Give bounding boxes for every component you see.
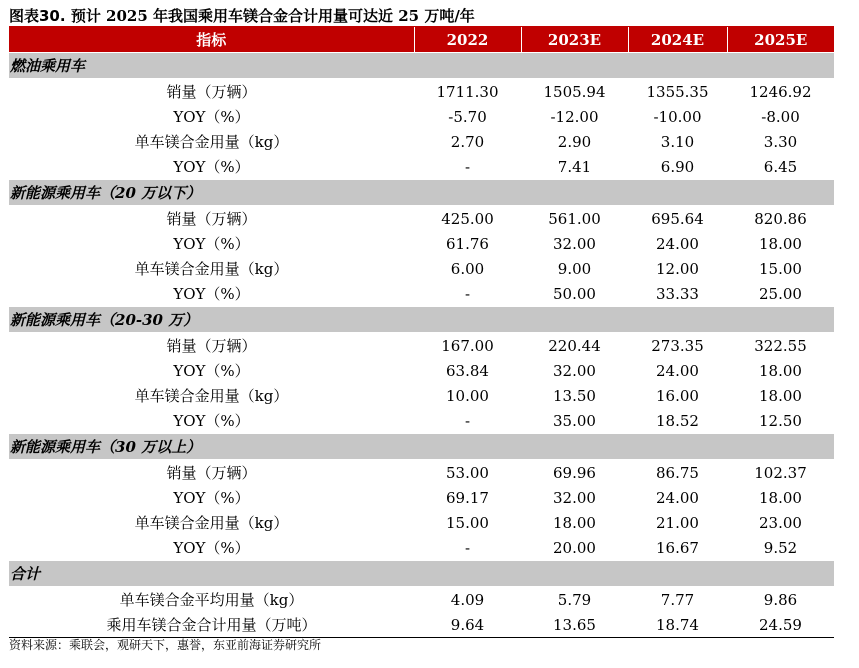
- source-note: 资料来源：乘联会，观研天下，惠誉，东亚前海证券研究所: [9, 638, 322, 652]
- value-2023e: 32.00: [553, 234, 596, 253]
- table-row: [9, 383, 834, 408]
- value-2022: -: [464, 157, 471, 176]
- row-label: 销量（万辆）: [166, 83, 257, 101]
- value-2023e: -12.00: [550, 107, 599, 126]
- value-2022: 63.84: [446, 361, 489, 380]
- table-row: [9, 535, 834, 561]
- table-row: [9, 129, 834, 154]
- value-2024e: 24.00: [656, 234, 699, 253]
- table-body: [9, 53, 834, 638]
- value-2024e: 86.75: [656, 463, 699, 482]
- row-label: 单车镁合金用量（kg）: [134, 260, 289, 278]
- section-title: 新能源乘用车（20-30 万）: [9, 307, 834, 333]
- figure-title: [9, 5, 475, 27]
- section-title: 合计: [9, 561, 834, 587]
- table-header-row: [9, 27, 834, 53]
- value-2023e: 20.00: [553, 538, 596, 557]
- table-row: [9, 460, 834, 486]
- value-2024e: 16.67: [656, 538, 699, 557]
- value-2022: 6.00: [450, 259, 485, 278]
- value-2025e: 9.52: [763, 538, 798, 557]
- header-indicator: 指标: [9, 27, 414, 53]
- value-2025e: 322.55: [754, 336, 807, 355]
- value-2025e: 18.00: [759, 234, 802, 253]
- row-label: YOY（%）: [173, 539, 250, 557]
- value-2025e: 820.86: [754, 209, 807, 228]
- value-2022: -: [464, 411, 471, 430]
- value-2022: 15.00: [446, 513, 489, 532]
- value-2025e: -8.00: [761, 107, 800, 126]
- value-2025e: 1246.92: [749, 82, 812, 101]
- table-row: [9, 510, 834, 535]
- section-title: 新能源乘用车（30 万以上）: [9, 434, 834, 460]
- value-2025e: 6.45: [763, 157, 798, 176]
- section-title: 新能源乘用车（20 万以下）: [9, 180, 834, 206]
- value-2025e: 25.00: [759, 284, 802, 303]
- value-2022: -: [464, 284, 471, 303]
- row-label: YOY（%）: [173, 285, 250, 303]
- value-2023e: 32.00: [553, 361, 596, 380]
- row-label: 销量（万辆）: [166, 210, 257, 228]
- value-2022: 167.00: [441, 336, 494, 355]
- row-label: YOY（%）: [173, 158, 250, 176]
- value-2022: 61.76: [446, 234, 489, 253]
- value-2025e: 23.00: [759, 513, 802, 532]
- table-row: [9, 333, 834, 359]
- row-label: 单车镁合金用量（kg）: [134, 133, 289, 151]
- table-row: [9, 408, 834, 434]
- value-2023e: 32.00: [553, 488, 596, 507]
- section-title: 燃油乘用车: [9, 53, 834, 79]
- row-label: YOY（%）: [173, 235, 250, 253]
- value-2022: 425.00: [441, 209, 494, 228]
- section-row: [9, 434, 834, 460]
- value-2024e: 24.00: [656, 361, 699, 380]
- value-2023e: 69.96: [553, 463, 596, 482]
- table-row: [9, 154, 834, 180]
- value-2023e: 13.50: [553, 386, 596, 405]
- value-2022: 53.00: [446, 463, 489, 482]
- value-2022: 4.09: [450, 590, 485, 609]
- row-label: 销量（万辆）: [166, 337, 257, 355]
- section-row: [9, 53, 834, 79]
- value-2024e: 7.77: [660, 590, 695, 609]
- value-2022: 9.64: [414, 612, 521, 638]
- value-2025e: 18.00: [759, 488, 802, 507]
- value-2025e: 12.50: [759, 411, 802, 430]
- value-2024e: 6.90: [660, 157, 695, 176]
- value-2023e: 9.00: [557, 259, 592, 278]
- value-2023e: 13.65: [521, 612, 628, 638]
- value-2024e: 695.64: [651, 209, 704, 228]
- value-2025e: 15.00: [759, 259, 802, 278]
- value-2024e: 24.00: [656, 488, 699, 507]
- value-2025e: 18.00: [759, 386, 802, 405]
- value-2024e: 33.33: [656, 284, 699, 303]
- value-2023e: 50.00: [553, 284, 596, 303]
- row-label: YOY（%）: [173, 362, 250, 380]
- value-2024e: 12.00: [656, 259, 699, 278]
- value-2023e: 18.00: [553, 513, 596, 532]
- value-2022: -: [464, 538, 471, 557]
- table-row: [9, 358, 834, 383]
- header-2025e: 2025E: [727, 27, 834, 53]
- figure-number: 图表30.: [9, 7, 66, 25]
- row-label: YOY（%）: [173, 412, 250, 430]
- value-2024e: 18.52: [656, 411, 699, 430]
- value-2025e: 24.59: [727, 612, 834, 638]
- value-2023e: 35.00: [553, 411, 596, 430]
- row-label: 单车镁合金用量（kg）: [134, 387, 289, 405]
- row-label: YOY（%）: [173, 489, 250, 507]
- value-2024e: 21.00: [656, 513, 699, 532]
- row-label: 乘用车镁合金合计用量（万吨）: [9, 612, 414, 638]
- header-2024e: 2024E: [628, 27, 727, 53]
- table-row: [9, 485, 834, 510]
- value-2025e: 3.30: [763, 132, 798, 151]
- value-2022: 2.70: [450, 132, 485, 151]
- value-2023e: 5.79: [557, 590, 592, 609]
- value-2023e: 561.00: [548, 209, 601, 228]
- row-label: 销量（万辆）: [166, 464, 257, 482]
- value-2024e: 3.10: [660, 132, 695, 151]
- table-row: [9, 281, 834, 307]
- value-2023e: 2.90: [557, 132, 592, 151]
- value-2023e: 7.41: [557, 157, 592, 176]
- table-row: [9, 256, 834, 281]
- value-2024e: 18.74: [628, 612, 727, 638]
- value-2025e: 18.00: [759, 361, 802, 380]
- value-2024e: 1355.35: [646, 82, 709, 101]
- section-row: [9, 561, 834, 587]
- value-2022: -5.70: [448, 107, 487, 126]
- section-row: [9, 307, 834, 333]
- row-label: YOY（%）: [173, 108, 250, 126]
- table-row: [9, 612, 834, 638]
- header-2022: 2022: [414, 27, 521, 53]
- value-2024e: 273.35: [651, 336, 704, 355]
- value-2023e: 220.44: [548, 336, 601, 355]
- value-2025e: 102.37: [754, 463, 807, 482]
- value-2025e: 9.86: [763, 590, 798, 609]
- value-2024e: -10.00: [653, 107, 702, 126]
- table-row: [9, 587, 834, 613]
- header-2023e: 2023E: [521, 27, 628, 53]
- table-row: [9, 206, 834, 232]
- figure-title-text: 预计 2025 年我国乘用车镁合金合计用量可达近 25 万吨/年: [70, 7, 475, 25]
- value-2022: 10.00: [446, 386, 489, 405]
- table-row: [9, 231, 834, 256]
- value-2024e: 16.00: [656, 386, 699, 405]
- table-row: [9, 104, 834, 129]
- table-row: [9, 79, 834, 105]
- value-2023e: 1505.94: [543, 82, 606, 101]
- value-2022: 69.17: [446, 488, 489, 507]
- row-label: 单车镁合金用量（kg）: [134, 514, 289, 532]
- data-table: [9, 27, 834, 638]
- value-2022: 1711.30: [436, 82, 499, 101]
- row-label: 单车镁合金平均用量（kg）: [119, 591, 304, 609]
- section-row: [9, 180, 834, 206]
